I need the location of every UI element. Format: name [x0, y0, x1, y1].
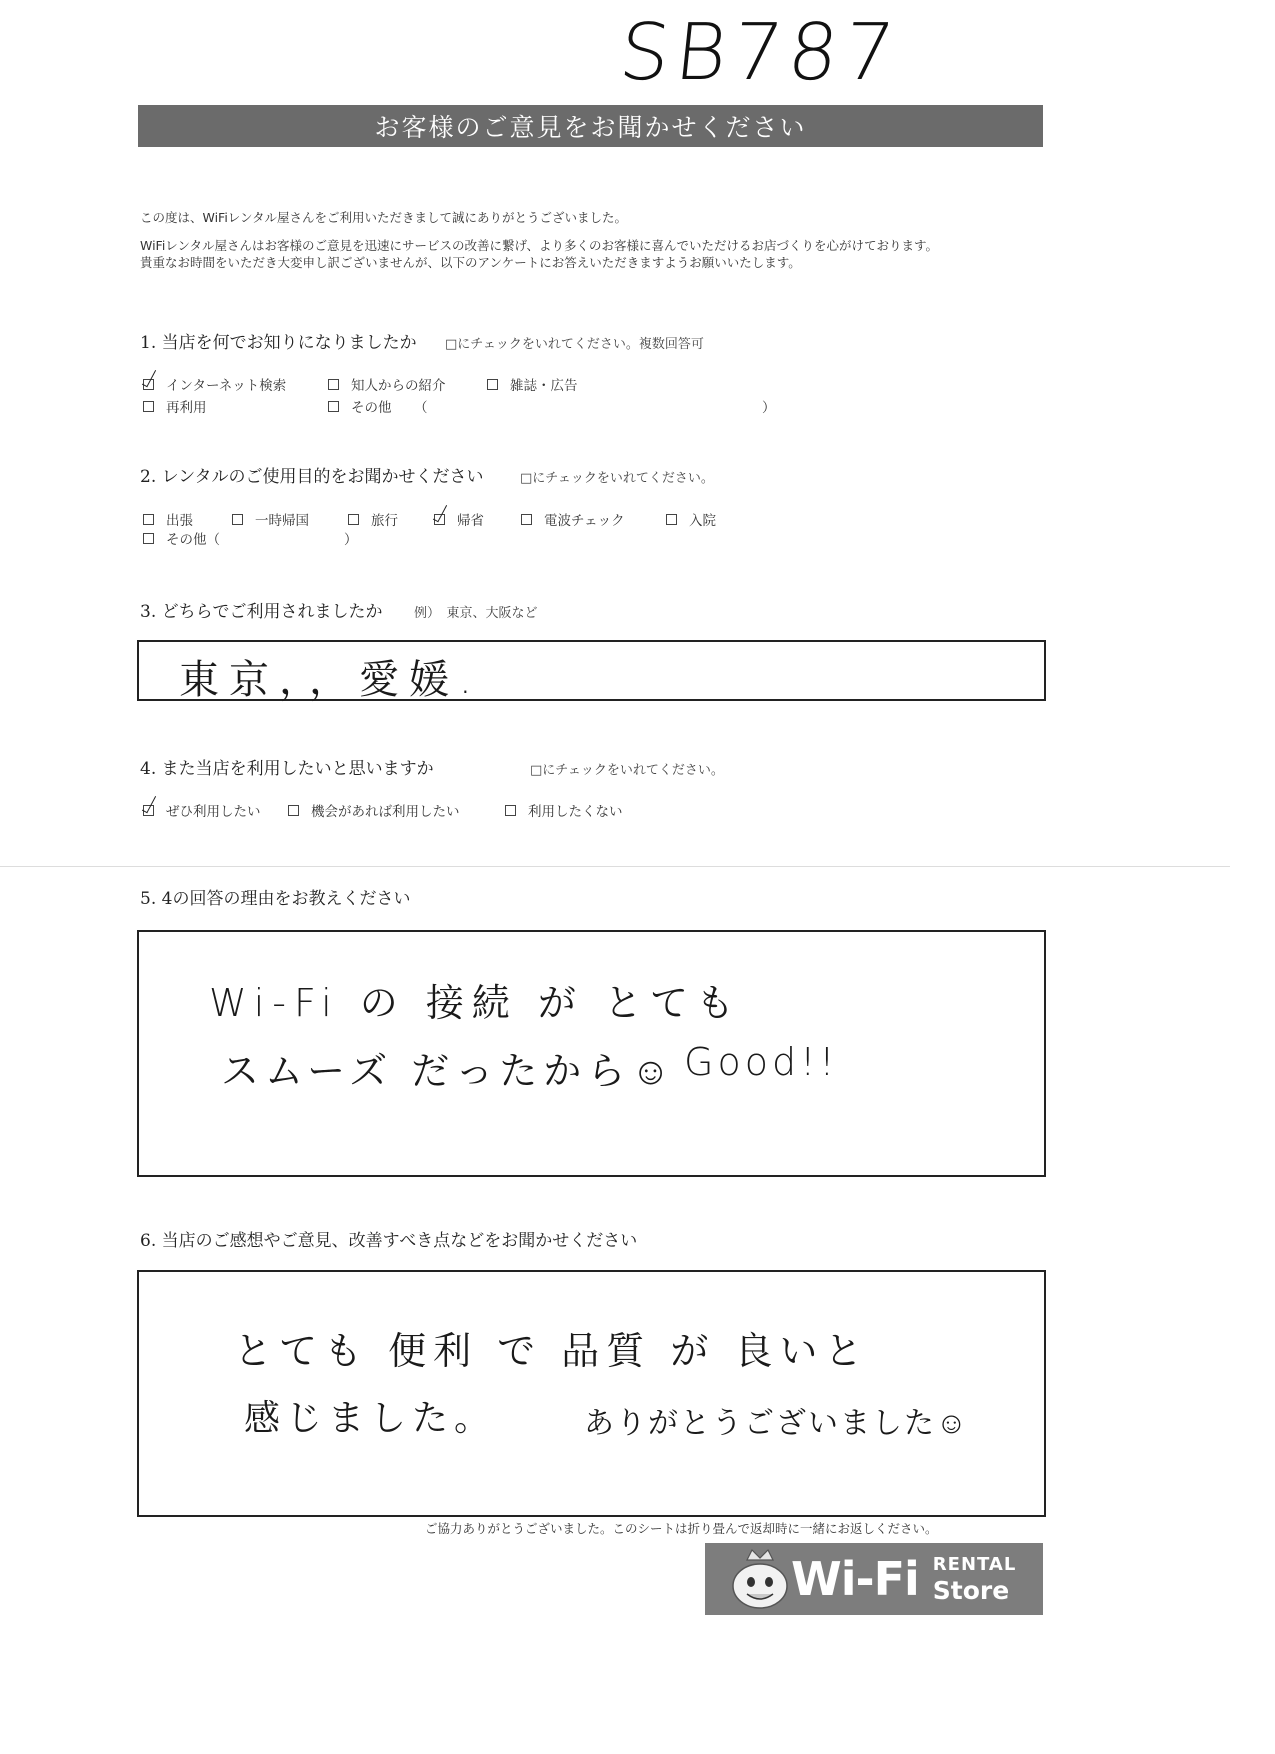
- checkbox-icon[interactable]: [143, 533, 154, 544]
- q2-option-signal-check[interactable]: [521, 509, 625, 529]
- q1-other-close-paren: ）: [762, 400, 776, 416]
- intro-line-3: 貴重なお時間をいただき大変申し訳ございませんが、以下のアンケートにお答えいただきますようお願いいたします。: [140, 255, 801, 270]
- q6-answer-line-1: とても 便利 で 品質 が 良いと: [234, 1329, 870, 1373]
- q1-other-open-paren: （: [414, 400, 428, 416]
- q4-option-no[interactable]: [505, 800, 623, 820]
- checkbox-icon[interactable]: [232, 514, 243, 525]
- checkbox-icon[interactable]: [666, 514, 677, 525]
- checkbox-icon[interactable]: [328, 379, 339, 390]
- q6-answer-box[interactable]: [137, 1270, 1046, 1517]
- checkbox-checked-icon[interactable]: [143, 379, 154, 390]
- option-label: 旅行: [371, 513, 398, 529]
- checkbox-icon[interactable]: [143, 401, 154, 412]
- q6-answer-line-2: 感じました。: [244, 1398, 497, 1439]
- checkbox-icon[interactable]: [521, 514, 532, 525]
- option-label: その他（: [166, 532, 220, 548]
- document-id: SB787: [615, 8, 905, 98]
- logo-wordmark: Wi-Fi: [791, 1552, 919, 1606]
- option-label: ぜひ利用したい: [166, 804, 261, 820]
- option-label: 雑誌・広告: [510, 378, 578, 394]
- q3-answer-box[interactable]: [137, 640, 1046, 701]
- option-label: 一時帰国: [255, 513, 309, 529]
- logo-subtext: [932, 1553, 1017, 1605]
- q1-note: □にチェックをいれてください。複数回答可: [445, 337, 704, 352]
- q2-other-close-paren: ）: [344, 532, 358, 548]
- option-label: 機会があれば利用したい: [311, 804, 460, 820]
- checkbox-checked-icon[interactable]: [143, 805, 154, 816]
- section-divider: [0, 866, 1230, 867]
- wifi-rental-store-logo: [705, 1543, 1043, 1615]
- checkbox-icon[interactable]: [288, 805, 299, 816]
- option-label: インターネット検索: [166, 378, 287, 394]
- checkbox-icon[interactable]: [487, 379, 498, 390]
- q2-option-hospital[interactable]: [666, 509, 716, 529]
- checkbox-icon[interactable]: [143, 514, 154, 525]
- mascot-icon: [725, 1544, 795, 1614]
- q6-answer-line-2b: ありがとうございました☺: [584, 1406, 969, 1441]
- q3-example: 例） 東京、大阪など: [414, 606, 538, 621]
- q5-answer-line-1: Wi-Fi の 接続 が とても: [209, 981, 742, 1025]
- q1-option-internet-search[interactable]: [143, 374, 286, 394]
- q3-heading: 3. どちらでご利用されましたか: [140, 602, 383, 622]
- q5-answer-line-2: スムーズ だったから☺: [221, 1049, 677, 1093]
- intro-line-1: この度は、WiFiレンタル屋さんをご利用いただきまして誠にありがとうございました。: [140, 210, 628, 225]
- q2-option-temporary-return[interactable]: [232, 509, 309, 529]
- checkbox-icon[interactable]: [328, 401, 339, 412]
- q4-note: □にチェックをいれてください。: [530, 763, 724, 778]
- q5-answer-box[interactable]: [137, 930, 1046, 1177]
- q2-option-business-trip[interactable]: [143, 509, 193, 529]
- footer-note: ご協力ありがとうございました。このシートは折り畳んで返却時に一緒にお返しください。: [425, 1521, 938, 1536]
- option-label: その他: [351, 400, 392, 416]
- option-label: 電波チェック: [544, 513, 625, 529]
- logo-rental-text: RENTAL: [932, 1553, 1017, 1575]
- logo-store-text: Store: [932, 1575, 1010, 1605]
- q4-heading: 4. また当店を利用したいと思いますか: [140, 759, 434, 779]
- q2-option-homecoming[interactable]: [434, 509, 484, 529]
- q4-option-definitely[interactable]: [143, 800, 261, 820]
- q3-answer-text: 東京，，愛媛.: [179, 657, 482, 703]
- q2-heading: 2. レンタルのご使用目的をお聞かせください: [140, 467, 484, 487]
- q5-heading: 5. 4の回答の理由をお教えください: [140, 889, 411, 909]
- option-label: 帰省: [457, 513, 484, 529]
- q1-option-magazine-ad[interactable]: [487, 374, 578, 394]
- option-label: 出張: [166, 513, 193, 529]
- checkbox-checked-icon[interactable]: [434, 514, 445, 525]
- q6-heading: 6. 当店のご感想やご意見、改善すべき点などをお聞かせください: [140, 1231, 638, 1251]
- q1-option-referral[interactable]: [328, 374, 446, 394]
- option-label: 利用したくない: [528, 804, 623, 820]
- q1-option-other[interactable]: [328, 396, 392, 416]
- checkbox-icon[interactable]: [505, 805, 516, 816]
- q2-option-travel[interactable]: [348, 509, 398, 529]
- checkbox-icon[interactable]: [348, 514, 359, 525]
- intro-line-2: WiFiレンタル屋さんはお客様のご意見を迅速にサービスの改善に繋げ、より多くのお客様に喜んでいただけるお店づくりを心がけております。: [140, 238, 939, 253]
- q2-note: □にチェックをいれてください。: [520, 471, 714, 486]
- option-label: 入院: [689, 513, 716, 529]
- survey-title: お客様のご意見をお聞かせください: [138, 105, 1043, 147]
- option-label: 知人からの紹介: [351, 378, 446, 394]
- q4-option-if-opportunity[interactable]: [288, 800, 460, 820]
- q1-option-reuse[interactable]: [143, 396, 207, 416]
- q5-answer-line-2b: Good!!: [684, 1040, 839, 1084]
- q2-option-other[interactable]: [143, 528, 220, 548]
- q1-heading: 1. 当店を何でお知りになりましたか: [140, 333, 417, 353]
- option-label: 再利用: [166, 400, 207, 416]
